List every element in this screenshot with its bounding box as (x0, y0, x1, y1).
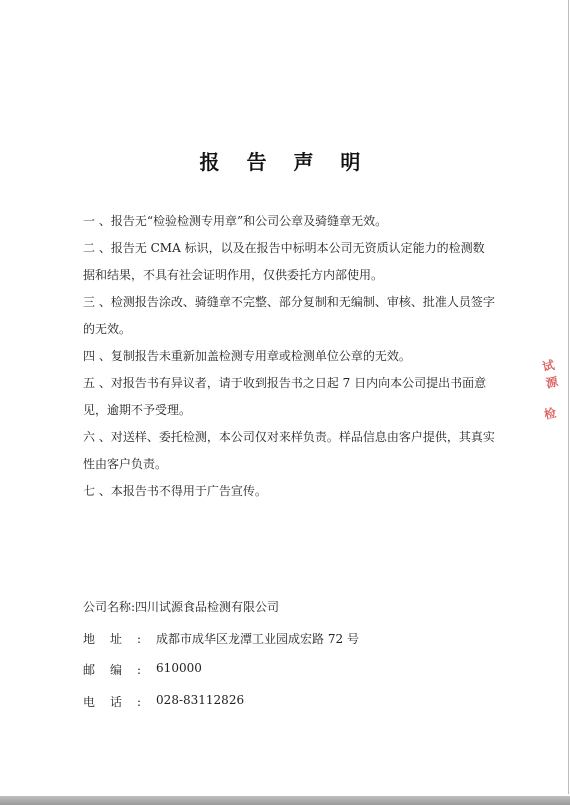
postcode-label: 邮编: (83, 663, 157, 677)
clause-2: 二 、报告无 CMA 标识，以及在报告中标明本公司无资质认定能力的检测数据和结果，不具有社会证明作用，仅供委托方内部使用。 (83, 241, 485, 282)
clause-4: 四 、复制报告未重新加盖检测专用章或检测单位公章的无效。 (83, 349, 411, 363)
clause-3: 三 、检测报告涂改、骑缝章不完整、部分复制和无编制、审核、批准人员签字的无效。 (83, 295, 495, 336)
company-info (83, 598, 503, 724)
clause-6: 六 、对送样、委托检测，本公司仅对来样负责。样品信息由客户提供，其真实性由客户负责。 (83, 430, 495, 471)
page-title: 报 告 声 明 (199, 150, 371, 174)
phone-value: 028-83112826 (156, 692, 245, 707)
address-value: 成都市成华区龙潭工业园成宏路 72 号 (156, 631, 359, 646)
postcode-row (83, 661, 503, 693)
clause-5: 五 、对报告书有异议者，请于收到报告书之日起 7 日内向本公司提出书面意见，逾期不予受理。 (83, 376, 487, 417)
seal-stamp-fragment-2: 检 (542, 405, 558, 422)
company-name-value: 四川试源食品检测有限公司 (135, 600, 280, 614)
page-bottom-edge (0, 796, 570, 805)
phone-label: 电话: (83, 694, 157, 709)
clause-1: 一 、报告无“检验检测专用章”和公司公章及骑缝章无效。 (83, 214, 388, 228)
phone-row (83, 693, 503, 725)
address-label: 地址: (83, 631, 157, 646)
company-name-label: 公司名称: (83, 600, 136, 614)
company-name-row (83, 598, 503, 630)
clause-7: 七 、本报告书不得用于广告宣传。 (83, 484, 267, 498)
seal-stamp-fragment-1: 试源 (541, 357, 560, 391)
postcode-value: 610000 (156, 661, 202, 675)
declaration-clauses (83, 208, 495, 505)
address-row (83, 630, 503, 662)
